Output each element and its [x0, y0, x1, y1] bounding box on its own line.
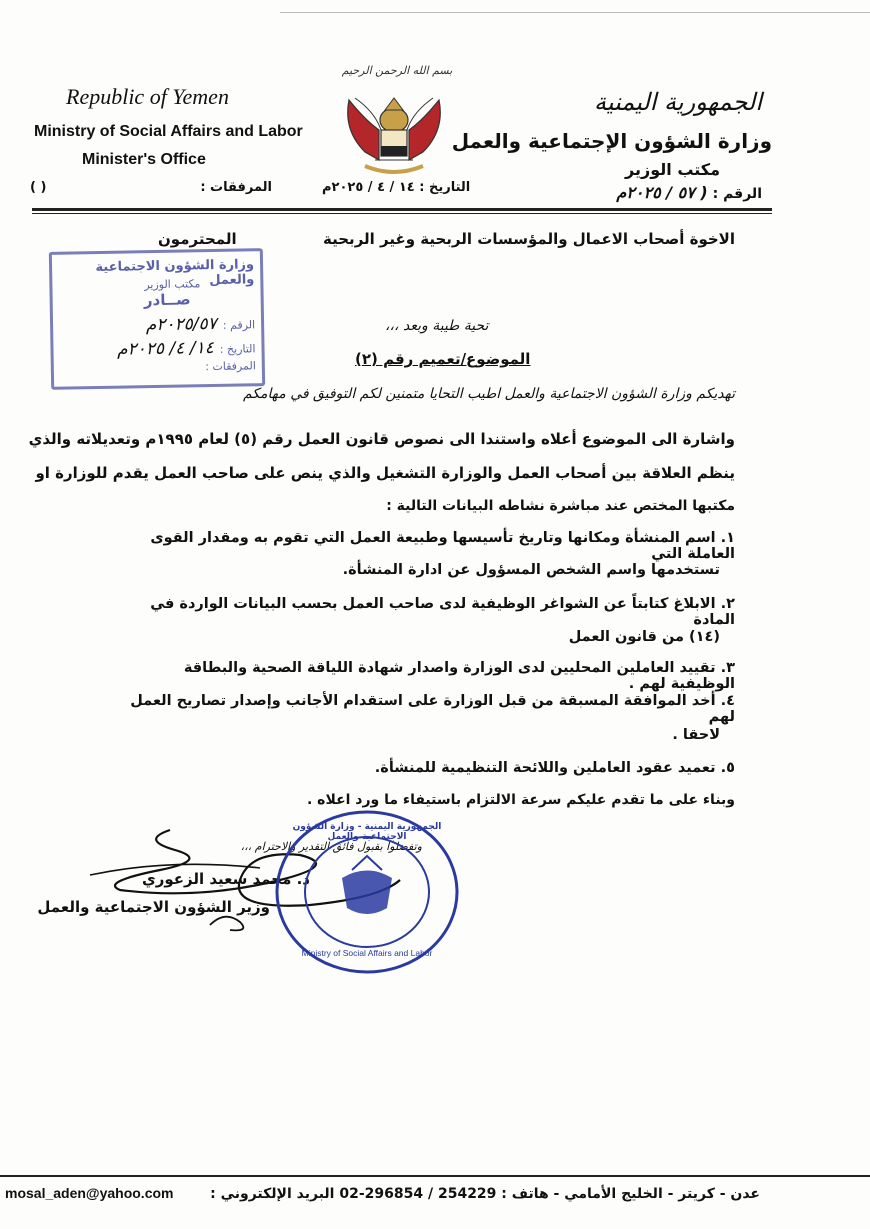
greeting: تحية طيبة وبعد ،،، — [385, 318, 489, 334]
outgoing-stamp — [49, 248, 265, 390]
footer-rule — [0, 1175, 870, 1177]
item-text: تقييد العاملين المحليين لدى الوزارة واصدار شهادة اللياقة الصحية والبطاقة الوظيفية لهم . — [183, 660, 735, 692]
signatory-title: وزير الشؤون الاجتماعية والعمل — [37, 898, 270, 916]
stamp-type: صــادر — [143, 290, 191, 310]
stamp-number-value: ٢٠٢٥/٥٧م — [145, 313, 218, 336]
body-line: واشارة الى الموضوع أعلاه واستندا الى نصوص قانون العمل رقم (٥) لعام ١٩٩٥م وتعديلاته والذي — [28, 430, 735, 448]
header-rule-top — [32, 208, 772, 211]
item-text: تعميد عقود العاملين واللائحة التنظيمية للمنشأة. — [374, 760, 716, 776]
en-office: Minister's Office — [82, 151, 206, 168]
item-number: ٤. — [720, 693, 735, 709]
letter-date — [322, 180, 470, 195]
en-country: Republic of Yemen — [66, 84, 229, 109]
seal-text-ar: الجمهورية اليمنية - وزارة الشؤون الاجتماعية والعمل — [292, 822, 442, 842]
ref-value: ( ٥٧ / ٢٠٢٥م — [616, 183, 708, 202]
item-continuation: لاحقا . — [672, 727, 720, 743]
stamp-number-label: الرقم : — [222, 318, 256, 332]
sign-off: وتفضلوا بقبول فائق التقدير والاحترام ،،، — [240, 840, 422, 853]
opening-line: تهديكم وزارة الشؤون الاجتماعية والعمل اطيب التحايا متمنين لكم التوفيق في مهامكم — [242, 386, 735, 402]
ar-ministry: وزارة الشؤون الإجتماعية والعمل — [451, 129, 772, 153]
seal-text-en: Ministry of Social Affairs and Labor — [301, 948, 433, 958]
item-number: ٥. — [720, 760, 735, 776]
stamp-ministry: وزارة الشؤون الاجتماعية والعمل — [95, 257, 255, 289]
stamp-attachments-label: المرفقات : — [205, 359, 256, 374]
signatory-name: د. محمد سعيد الزعوري — [141, 870, 310, 888]
official-seal — [272, 808, 462, 976]
stamp-number-row — [146, 313, 256, 335]
list-item — [115, 530, 735, 562]
item-continuation: (١٤) من قانون العمل — [568, 629, 720, 645]
closing-line: وبناء على ما تقدم عليكم سرعة الالتزام باستيفاء ما ورد اعلاه . — [306, 792, 735, 808]
item-number: ١. — [720, 530, 735, 546]
header-rule-bottom — [32, 213, 772, 214]
date-value: ١٤ / ٤ / ٢٠٢٥م — [322, 180, 415, 195]
list-item — [115, 693, 735, 725]
list-item — [115, 596, 735, 628]
stamp-date-row — [117, 337, 256, 359]
item-continuation: تستخدمها واسم الشخص المسؤول عن ادارة المنشأة. — [342, 562, 720, 578]
list-item — [115, 760, 735, 776]
ref-label: الرقم : — [712, 186, 762, 202]
item-text: اسم المنشأة ومكانها وتاريخ تأسيسها وطبيعة العمل التي تقوم به ومقدار القوى العاملة التي — [150, 530, 735, 562]
item-text: الابلاغ كتابتاً عن الشواغر الوظيفية لدى صاحب العمل بحسب البيانات الواردة في المادة — [150, 596, 735, 628]
subject: الموضوع/تعميم رقم (٢) — [355, 350, 531, 368]
attachments-value: ( ) — [30, 180, 47, 195]
item-number: ٢. — [720, 596, 735, 612]
addressee-honorific: المحترمون — [158, 230, 237, 248]
addressee: الاخوة أصحاب الاعمال والمؤسسات الربحية وغير الربحية — [323, 230, 735, 248]
ref-number — [616, 183, 762, 202]
scan-top-edge — [280, 12, 870, 13]
attachments — [30, 180, 272, 195]
item-number: ٣. — [720, 660, 735, 676]
body-line: مكتبها المختص عند مباشرة نشاطه البيانات التالية : — [386, 498, 735, 514]
stamp-date-label: التاريخ : — [219, 342, 256, 356]
body-line: ينظم العلاقة بين أصحاب العمل والوزارة التشغيل والذي ينص على صاحب العمل يقدم للوزارة او — [35, 464, 735, 482]
basmala: بسم الله الرحمن الرحيم — [341, 64, 453, 77]
ar-office: مكتب الوزير — [625, 160, 720, 179]
list-item — [115, 660, 735, 692]
footer-email: mosal_aden@yahoo.com — [5, 1185, 174, 1201]
ar-country: الجمهورية اليمنية — [593, 88, 762, 116]
en-ministry: Ministry of Social Affairs and Labor — [34, 123, 303, 140]
footer-address: عدن - كريتر - الخليج الأمامي - هاتف : 254229 / 296854-02 البريد الإلكتروني : — [210, 1186, 760, 1202]
item-text: أخد الموافقة المسبقة من قبل الوزارة على استقدام الأجانب وإصدار تصاريح العمل لهم — [130, 693, 735, 725]
date-label: التاريخ : — [419, 180, 471, 195]
yemen-emblem-icon — [335, 90, 453, 178]
stamp-date-value: ١٤/ ٤/ ٢٠٢٥م — [116, 338, 214, 360]
attachments-label: المرفقات : — [200, 180, 272, 195]
stamp-office: مكتب الوزير — [144, 277, 201, 292]
